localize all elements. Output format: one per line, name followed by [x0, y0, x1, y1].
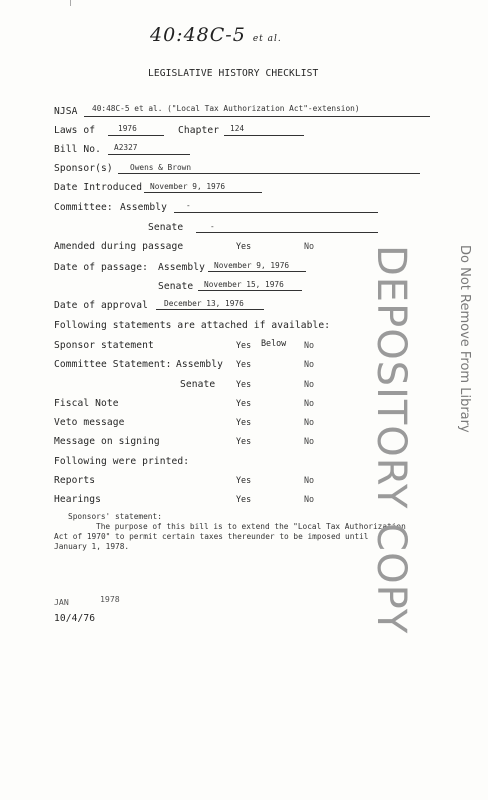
- committee-label: Committee:: [54, 202, 113, 213]
- bill-no-label: Bill No.: [54, 144, 102, 155]
- committee-statement-senate-yes: Yes: [236, 379, 252, 389]
- committee-senate-value: -: [210, 222, 215, 231]
- sponsors-label: Sponsor(s): [54, 163, 113, 174]
- committee-assembly-underline: [174, 212, 378, 213]
- chapter-label: Chapter: [178, 125, 220, 136]
- committee-statement-senate-label: Senate: [180, 379, 216, 390]
- passage-senate-underline: [198, 290, 302, 291]
- committee-statement-assembly-label: Assembly: [176, 359, 224, 370]
- chapter-underline: [224, 135, 304, 136]
- message-on-signing-yes: Yes: [236, 436, 252, 446]
- date-of-passage-label: Date of passage:: [54, 262, 149, 273]
- depository-copy-text: DEPOSITORY COPY: [368, 245, 414, 635]
- message-on-signing-no: No: [304, 436, 315, 446]
- committee-statement-assembly-no: No: [304, 359, 315, 369]
- page-title: LEGISLATIVE HISTORY CHECKLIST: [148, 68, 319, 79]
- scan-mark: [70, 0, 71, 6]
- passage-senate-label: Senate: [158, 281, 194, 292]
- receipt-stamp-month: JAN: [54, 597, 69, 607]
- hearings-yes: Yes: [236, 494, 252, 504]
- sponsor-statement-yes: Yes: [236, 340, 252, 350]
- passage-assembly-value: November 9, 1976: [214, 261, 290, 270]
- reports-label: Reports: [54, 475, 96, 486]
- laws-of-value: 1976: [118, 124, 137, 133]
- committee-statement-assembly-yes: Yes: [236, 359, 252, 369]
- message-on-signing-label: Message on signing: [54, 436, 160, 447]
- do-not-remove-text: Do Not Remove From Library: [457, 245, 472, 433]
- reports-no: No: [304, 475, 315, 485]
- njsa-label: NJSA: [54, 106, 78, 117]
- sponsor-statement-label: Sponsor statement: [54, 340, 154, 351]
- committee-assembly-value: -: [186, 201, 191, 210]
- veto-message-yes: Yes: [236, 417, 252, 427]
- amended-no: No: [304, 241, 315, 251]
- njsa-underline: [84, 116, 430, 117]
- date-introduced-value: November 9, 1976: [150, 182, 226, 191]
- committee-assembly-label: Assembly: [120, 202, 168, 213]
- sponsors-underline: [118, 173, 420, 174]
- sponsors-statement-heading: Sponsors' statement:: [68, 512, 162, 521]
- depository-stamp: [368, 245, 474, 635]
- fiscal-note-yes: Yes: [236, 398, 252, 408]
- fiscal-note-no: No: [304, 398, 315, 408]
- amended-yes: Yes: [236, 241, 252, 251]
- fiscal-note-label: Fiscal Note: [54, 398, 119, 409]
- hearings-label: Hearings: [54, 494, 102, 505]
- sponsors-statement-line-1: The purpose of this bill is to extend the "Local Tax Authorization: [96, 522, 406, 531]
- committee-senate-label: Senate: [148, 222, 184, 233]
- bill-no-underline: [108, 154, 190, 155]
- handwritten-statute-number: 40:48C-5 et al.: [150, 24, 282, 46]
- reports-yes: Yes: [236, 475, 252, 485]
- date-of-approval-underline: [156, 309, 264, 310]
- hearings-no: No: [304, 494, 315, 504]
- date-introduced-underline: [144, 192, 262, 193]
- passage-assembly-underline: [208, 271, 306, 272]
- sponsor-statement-no: No: [304, 340, 315, 350]
- committee-statement-senate-no: No: [304, 379, 315, 389]
- passage-senate-value: November 15, 1976: [204, 280, 284, 289]
- sponsor-statement-note: Below: [261, 338, 287, 348]
- printed-heading: Following were printed:: [54, 456, 190, 467]
- date-of-approval-label: Date of approval: [54, 300, 149, 311]
- veto-message-label: Veto message: [54, 417, 125, 428]
- veto-message-no: No: [304, 417, 315, 427]
- committee-senate-underline: [196, 232, 378, 233]
- date-of-approval-value: December 13, 1976: [164, 299, 244, 308]
- laws-of-label: Laws of: [54, 125, 96, 136]
- date-introduced-label: Date Introduced: [54, 182, 143, 193]
- amended-label: Amended during passage: [54, 241, 184, 252]
- sponsors-statement-line-3: January 1, 1978.: [54, 542, 130, 551]
- sponsors-value: Owens & Brown: [130, 163, 192, 172]
- committee-statement-label: Committee Statement:: [54, 359, 172, 370]
- laws-of-underline: [108, 135, 164, 136]
- sponsors-statement-line-2: Act of 1970" to permit certain taxes thereunder to be imposed until: [54, 532, 369, 541]
- receipt-stamp-year: 1978: [100, 594, 120, 604]
- bill-no-value: A2327: [114, 143, 138, 152]
- njsa-value: 40:48C-5 et al. ("Local Tax Authorization Act"-extension): [92, 104, 360, 113]
- attached-statements-heading: Following statements are attached if available:: [54, 320, 331, 331]
- chapter-value: 124: [230, 124, 245, 133]
- passage-assembly-label: Assembly: [158, 262, 206, 273]
- footer-date: 10/4/76: [54, 613, 96, 624]
